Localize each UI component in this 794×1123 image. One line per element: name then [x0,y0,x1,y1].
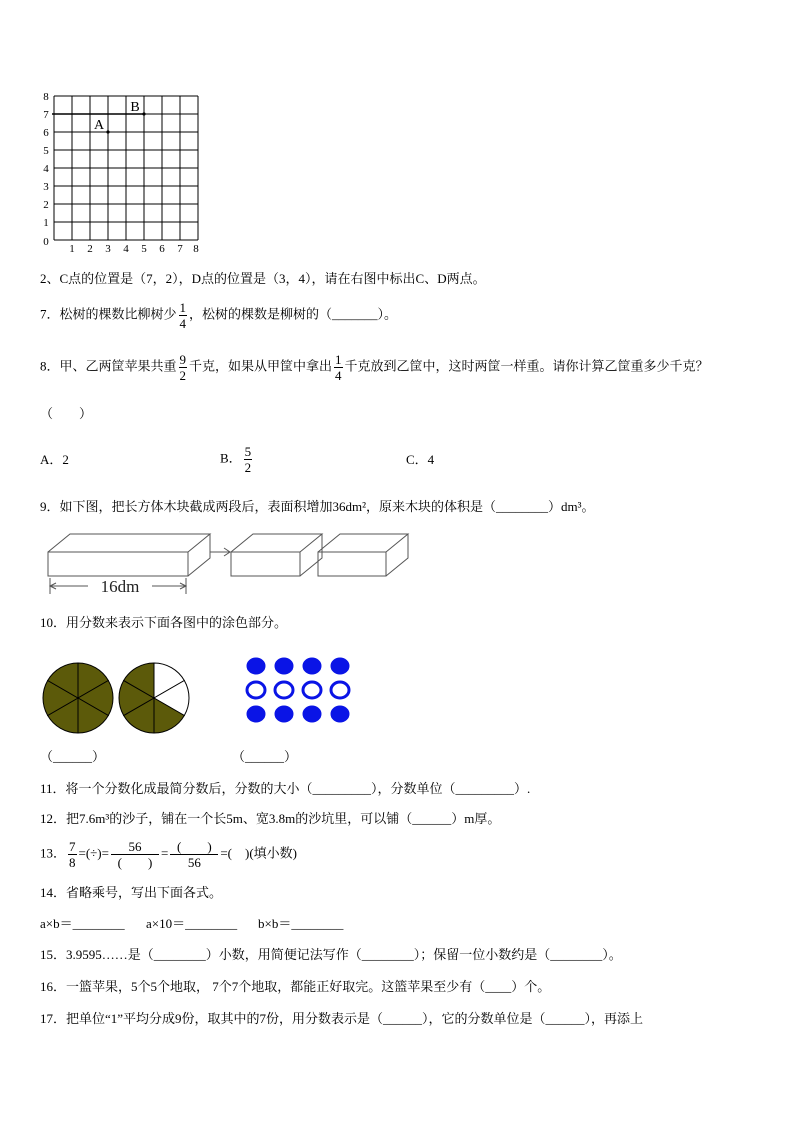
dot [275,706,293,722]
option-a: A．2 [40,452,69,467]
point-label: A [93,118,105,133]
coordinate-grid [34,80,214,260]
long-block [48,534,210,576]
fraction: $\frac{1}{4}$ [335,352,342,383]
wood-block-figure [44,528,416,600]
grid-points [52,100,146,134]
expression-1: a×b＝________ [40,916,125,931]
fraction: $\frac{1}{4}$ [179,300,187,331]
y-tick-label: 7 [43,109,49,121]
dot [247,658,265,674]
x-tick-label: 4 [123,243,129,255]
y-tick-label: 8 [43,91,49,103]
x-tick-label: 1 [69,243,75,255]
question-13: 13． $\frac{7}{8}$ =(÷)= $\frac{56}{( )}$ = $\frac{( )}{56}$ =( )(填小数) [40,839,297,870]
dot [331,658,349,674]
dot [275,658,293,674]
arrow [210,548,230,556]
answer-blank: （ ） [40,406,93,421]
point-b [142,112,145,115]
x-tick-label: 3 [105,243,111,255]
x-tick-label: 7 [177,243,183,255]
fraction: $\frac{56}{( )}$ [111,839,159,870]
dot [331,706,349,722]
question-17: 17．把单位“1”平均分成9份，取其中的7份，用分数表示是（______），它的分数单位是（______），再添上 [40,1011,644,1026]
expression-2: a×10＝________ [146,916,238,931]
dot [303,682,321,698]
answer-blank-2: （______） [232,749,298,764]
x-tick-label: 6 [159,243,165,255]
question-12: 12．把7.6m³的沙子，铺在一个长5m、宽3.8m的沙坑里，可以铺（______）m厚。 [40,811,501,826]
grid-lines [54,96,198,240]
y-tick-label: 5 [43,145,49,157]
y-tick-label: 2 [43,199,49,211]
grid-labels [43,91,199,255]
question-2: 2、C点的位置是（7，2），D点的位置是（3，4），请在右图中标出C、D两点。 [40,271,486,286]
dot [247,682,265,698]
fraction: $\frac{9}{2}$ [179,352,187,383]
question-11: 11．将一个分数化成最简分数后，分数的大小（_________），分数单位（_________）. [40,781,531,796]
question-14: 14．省略乘号，写出下面各式。 [40,885,223,900]
point-a [106,130,109,133]
y-tick-label: 6 [43,127,49,139]
fraction: $\frac{7}{8}$ [69,839,76,870]
question-10: 10．用分数来表示下面各图中的涂色部分。 [40,615,288,630]
option-b: B． $\frac{5}{2}$ [220,444,252,475]
dot [303,658,321,674]
dimension-label: 16dm [100,577,140,596]
question-7: 7．松树的棵数比柳树少 $\frac{1}{4}$ ，松树的棵数是柳树的（_______）。 [40,300,398,331]
x-tick-label: 5 [141,243,147,255]
dot [331,682,349,698]
dot-figure [240,652,360,728]
y-tick-label: 3 [43,181,49,193]
fraction: $\frac{5}{2}$ [244,444,252,475]
dot [247,706,265,722]
dot [275,682,293,698]
fraction: $\frac{( )}{56}$ [170,839,218,870]
dot [303,706,321,722]
block-piece-1 [231,534,322,576]
y-tick-label: 1 [43,217,49,229]
origin-label: 0 [43,236,49,248]
question-8: 8．甲、乙两筐苹果共重 $\frac{9}{2}$ 千克，如果从甲筐中拿出 $\frac{1}{4}$ 千克放到乙筐中，这时两筐一样重。请你计算乙筐重多少千克？ [40,352,709,383]
answer-blank-1: （______） [40,749,106,764]
option-c: C．4 [406,452,435,467]
expression-3: b×b＝________ [258,916,344,931]
pie-figures [40,658,196,738]
y-tick-label: 4 [43,163,49,175]
x-tick-label: 2 [87,243,93,255]
x-tick-label: 8 [193,243,199,255]
block-piece-2 [318,534,408,576]
point-label: B [130,100,140,115]
question-9: 9．如下图，把长方体木块截成两段后，表面积增加36dm²，原来木块的体积是（________）dm³。 [40,499,595,514]
question-15: 15．3.9595……是（________）小数，用简便记法写作（________）；保留一位小数约是（________）。 [40,947,622,962]
question-16: 16．一篮苹果，5个5个地取， 7个7个地取，都能正好取完。这篮苹果至少有（____）个。 [40,979,551,994]
